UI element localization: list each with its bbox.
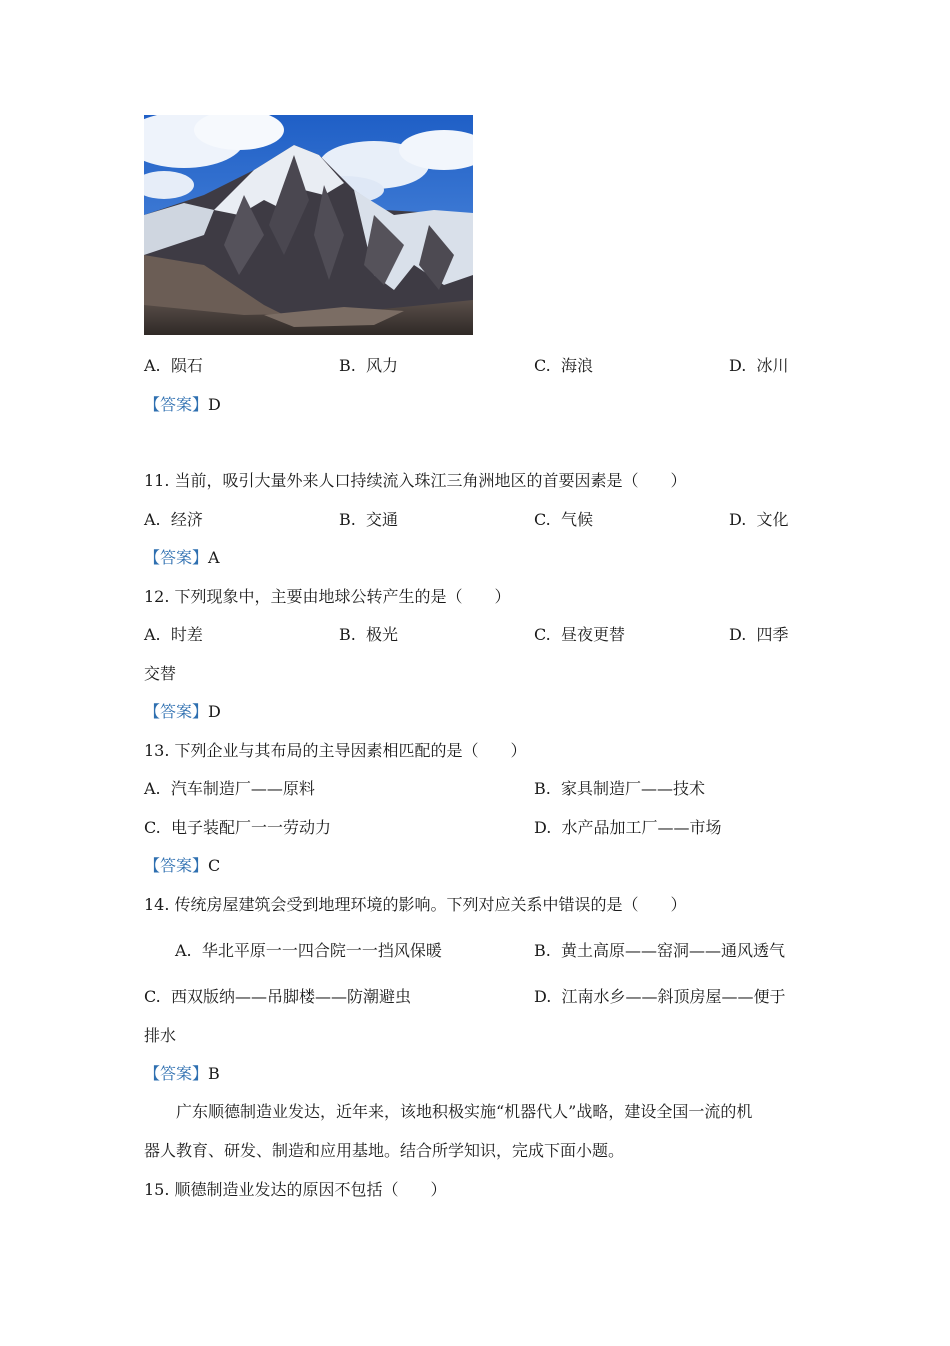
passage-line-2: 器人教育、研发、制造和应用基地。结合所学知识，完成下面小题。 (144, 1141, 625, 1160)
option-a: A. 陨石 (144, 356, 203, 375)
question-stem: 13. 下列企业与其布局的主导因素相匹配的是（ ） (144, 741, 527, 760)
option-c: C. 昼夜更替 (534, 625, 625, 644)
option-c: C. 气候 (534, 510, 593, 529)
question-stem: 15. 顺德制造业发达的原因不包括（ ） (144, 1180, 447, 1199)
option-d: D. 冰川 (729, 356, 789, 375)
answer-value: B (208, 1064, 220, 1083)
answer-line (144, 702, 221, 722)
mountain-illustration (144, 115, 473, 335)
option-a: A. 时差 (144, 625, 203, 644)
option-a: A. 经济 (144, 510, 203, 529)
answer-value: A (208, 548, 220, 567)
answer-line (144, 1064, 220, 1084)
answer-line (144, 548, 220, 568)
option-c: C. 电子装配厂一一劳动力 (144, 818, 331, 837)
answer-tag: 【答案】 (144, 548, 209, 567)
answer-value: D (208, 702, 221, 721)
option-b: B. 交通 (339, 510, 399, 529)
answer-tag: 【答案】 (144, 702, 209, 721)
option-b: B. 家具制造厂——技术 (534, 779, 706, 798)
mountain-photo (144, 115, 473, 335)
answer-tag: 【答案】 (144, 395, 209, 414)
option-b: B. 风力 (339, 356, 399, 375)
answer-value: D (208, 395, 221, 414)
option-a: A. 华北平原一一四合院一一挡风保暖 (175, 941, 442, 960)
option-d-wrap: 排水 (144, 1026, 177, 1045)
passage-line-1: 广东顺德制造业发达，近年来，该地积极实施“机器代人”战略，建设全国一流的机 (176, 1102, 753, 1121)
option-d: D. 四季 (729, 625, 789, 644)
option-d: D. 江南水乡——斜顶房屋——便于 (534, 987, 786, 1006)
answer-tag: 【答案】 (144, 1064, 209, 1083)
answer-line (144, 856, 220, 876)
option-a: A. 汽车制造厂——原料 (144, 779, 315, 798)
option-d: D. 水产品加工厂——市场 (534, 818, 722, 837)
answer-value: C (208, 856, 221, 875)
option-b: B. 黄土高原——窑洞——通风透气 (534, 941, 786, 960)
answer-line (144, 395, 221, 415)
question-stem: 14. 传统房屋建筑会受到地理环境的影响。下列对应关系中错误的是（ ） (144, 895, 687, 914)
question-stem: 11. 当前，吸引大量外来人口持续流入珠江三角洲地区的首要因素是（ ） (144, 471, 687, 490)
option-b: B. 极光 (339, 625, 399, 644)
question-stem: 12. 下列现象中，主要由地球公转产生的是（ ） (144, 587, 511, 606)
option-c: C. 西双版纳——吊脚楼——防潮避虫 (144, 987, 411, 1006)
answer-tag: 【答案】 (144, 856, 209, 875)
option-d: D. 文化 (729, 510, 789, 529)
option-c: C. 海浪 (534, 356, 593, 375)
option-d-wrap: 交替 (144, 664, 177, 683)
